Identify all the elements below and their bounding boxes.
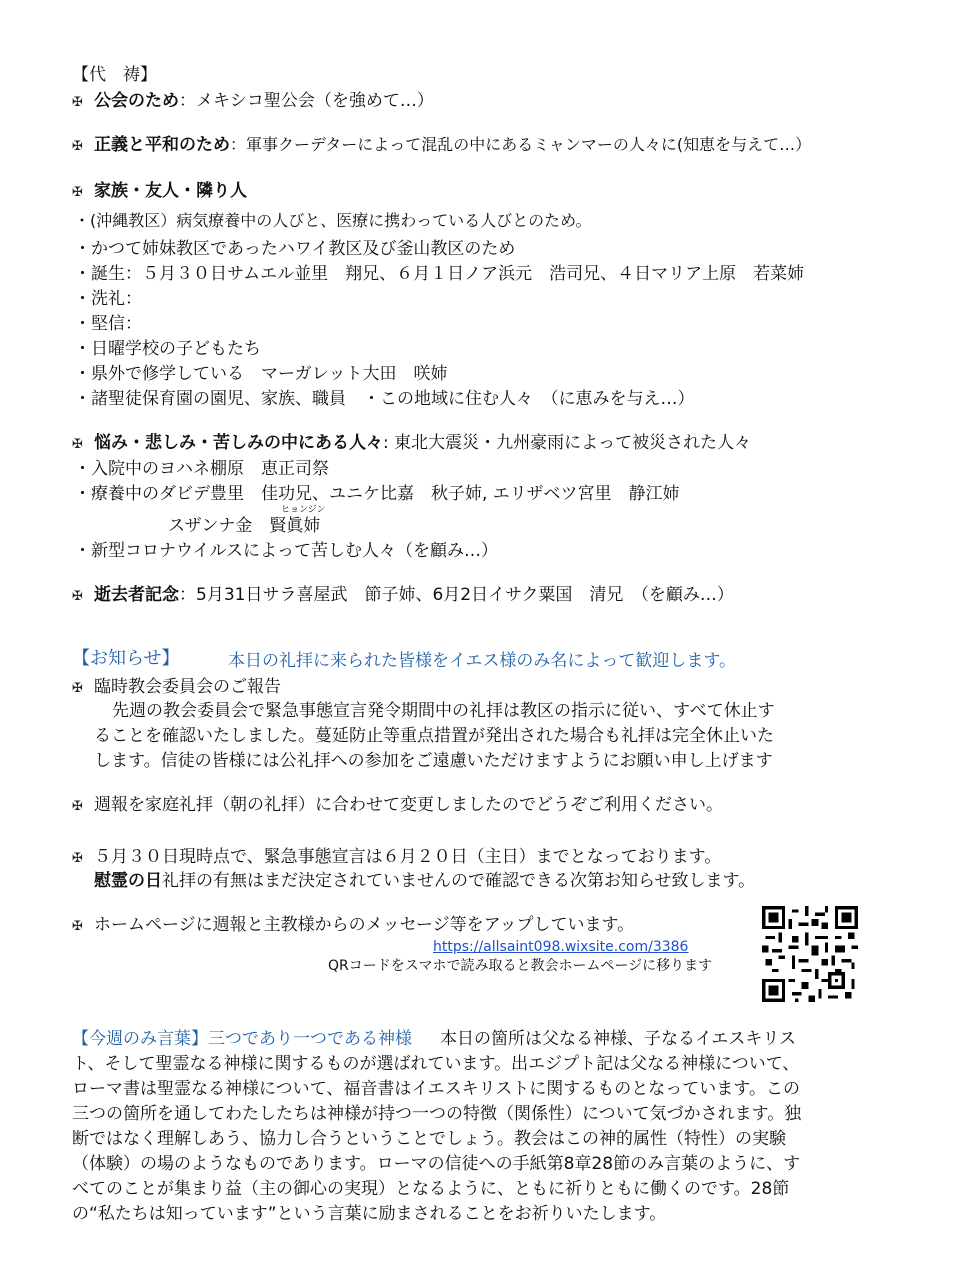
homepage-notice: ✠ ホームページに週報と主教様からのメッセージ等をアップしています。: [72, 914, 634, 938]
word-first-line: 【今週のみ言葉】三つであり一つである神様 本日の箇所は父なる神様、子なるイエスキリス: [72, 1029, 796, 1049]
suffering-item: ・入院中のヨハネ棚原 恵正司祭: [74, 459, 329, 479]
bulletin-notice: ✠ 週報を家庭礼拝（朝の礼拝）に合わせて変更しましたのでどうぞご利用ください。: [72, 794, 723, 818]
committee-line: 先週の教会委員会で緊急事態宣言発令期間中の礼拝は教区の指示に従い、すべて休止す: [112, 701, 775, 721]
cross-bullet-icon: ✠: [72, 681, 83, 696]
family-title: ✠ 家族・友人・隣り人: [72, 180, 247, 204]
notices-title: 【お知らせ】: [72, 648, 180, 669]
intercession-justice: ✠ 正義と平和のため：軍事クーデターによって混乱の中にあるミャンマーの人々に(知恵を与えて…）: [72, 134, 811, 158]
word-line: （体験）の場のようなものであります。ローマの信徒への手紙第8章28節のみ言葉のように、す: [72, 1154, 801, 1174]
cross-bullet-icon: ✠: [72, 919, 83, 934]
word-line: 断ではなく理解しあう、協力し合うということでしょう。教会はこの神的属性（特性）の実験: [72, 1129, 786, 1149]
qr-code-icon: [762, 906, 858, 1002]
emergency-notice-2: 慰霊の日礼拝の有無はまだ決定されていませんので確認できる次第お知らせ致します。: [94, 871, 756, 891]
word-line: 三つの箇所を通してわたしたちは神様が持つ一つの特徴（関係性）について気づかされます。独: [72, 1104, 802, 1124]
word-line: ローマ書は聖霊なる神様について、福音書はイエスキリストに関するものとなっています。この: [72, 1079, 800, 1099]
committee-line: ることを確認いたしました。蔓延防止等重点措置が発出された場合も礼拝は完全休止いた: [94, 726, 774, 746]
qr-caption: QRコードをスマホで読み取ると教会ホームページに移ります: [328, 958, 713, 974]
cross-bullet-icon: ✠: [72, 799, 83, 814]
word-title: 【今週のみ言葉】三つであり一つである神様: [72, 1029, 412, 1049]
family-item: ・県外で修学している マーガレット大田 咲姉: [74, 364, 448, 384]
intercession-church: ✠ 公会のため：メキシコ聖公会（を強めて…）: [72, 90, 434, 114]
family-item: ・(沖縄教区）病気療養中の人びと、医療に携わっている人びとのため。: [74, 211, 592, 230]
ruby-annotation: ヒョンジン: [281, 505, 326, 515]
suffering-item: ・療養中のダビデ豊里 佳功兄、ユニケ比嘉 秋子姉, エリザベツ宮里 静江姉: [74, 484, 680, 504]
family-item: ・かつて姉妹教区であったハワイ教区及び釜山教区のため: [74, 239, 516, 259]
family-item: ・誕生：５月３０日サムエル並里 翔兄、６月１日ノア浜元 浩司兄、４日マリア上原 若菜姉: [74, 264, 805, 284]
word-line: ト、そして聖霊なる神様に関するものが選ばれています。出エジプト記は父なる神様について、: [72, 1054, 800, 1074]
intercession-title: 【代 祷】: [72, 65, 157, 85]
family-item: ・堅信：: [74, 314, 142, 334]
family-item: ・日曜学校の子どもたち: [74, 339, 261, 359]
cross-bullet-icon: ✠: [72, 437, 83, 452]
committee-line: します。信徒の皆様には公礼拝への参加をご遠慮いただけますようにお願い申し上げます: [94, 751, 773, 771]
suffering-item: ・新型コロナウイルスによって苦しむ人々（を顧み…）: [74, 541, 498, 561]
memorial: ✠ 逝去者記念：5月31日サラ喜屋武 節子姉、6月2日イサク粟国 清兄 （を顧み…）: [72, 584, 734, 608]
committee-title: ✠ 臨時教会委員会のご報告: [72, 676, 281, 700]
cross-bullet-icon: ✠: [72, 139, 83, 154]
word-line: の“私たちは知っています”という言葉に励まされることをお祈りいたします。: [72, 1204, 667, 1224]
suffering-item: スザンナ金 賢眞姉: [168, 516, 321, 536]
homepage-link[interactable]: https://allsaint098.wixsite.com/3386: [433, 939, 689, 955]
cross-bullet-icon: ✠: [72, 95, 83, 110]
notices-welcome: 本日の礼拝に来られた皆様をイエス様のみ名によって歓迎します。: [228, 651, 736, 671]
family-item: ・洗礼：: [74, 289, 142, 309]
cross-bullet-icon: ✠: [72, 851, 83, 866]
suffering-title: ✠ 悩み・悲しみ・苦しみの中にある人々: 東北大震災・九州豪雨によって被災された人々: [72, 432, 751, 456]
family-item: ・諸聖徒保育園の園児、家族、職員 ・この地域に住む人々 （に恵みを与え…）: [74, 389, 695, 409]
emergency-notice: ✠ ５月３０日現時点で、緊急事態宣言は６月２０日（主日）までとなっております。: [72, 846, 721, 870]
word-line: べてのことが集まり益（主の御心の実現）となるように、ともに祈りともに働くのです。28節: [72, 1179, 790, 1199]
cross-bullet-icon: ✠: [72, 185, 83, 200]
cross-bullet-icon: ✠: [72, 589, 83, 604]
